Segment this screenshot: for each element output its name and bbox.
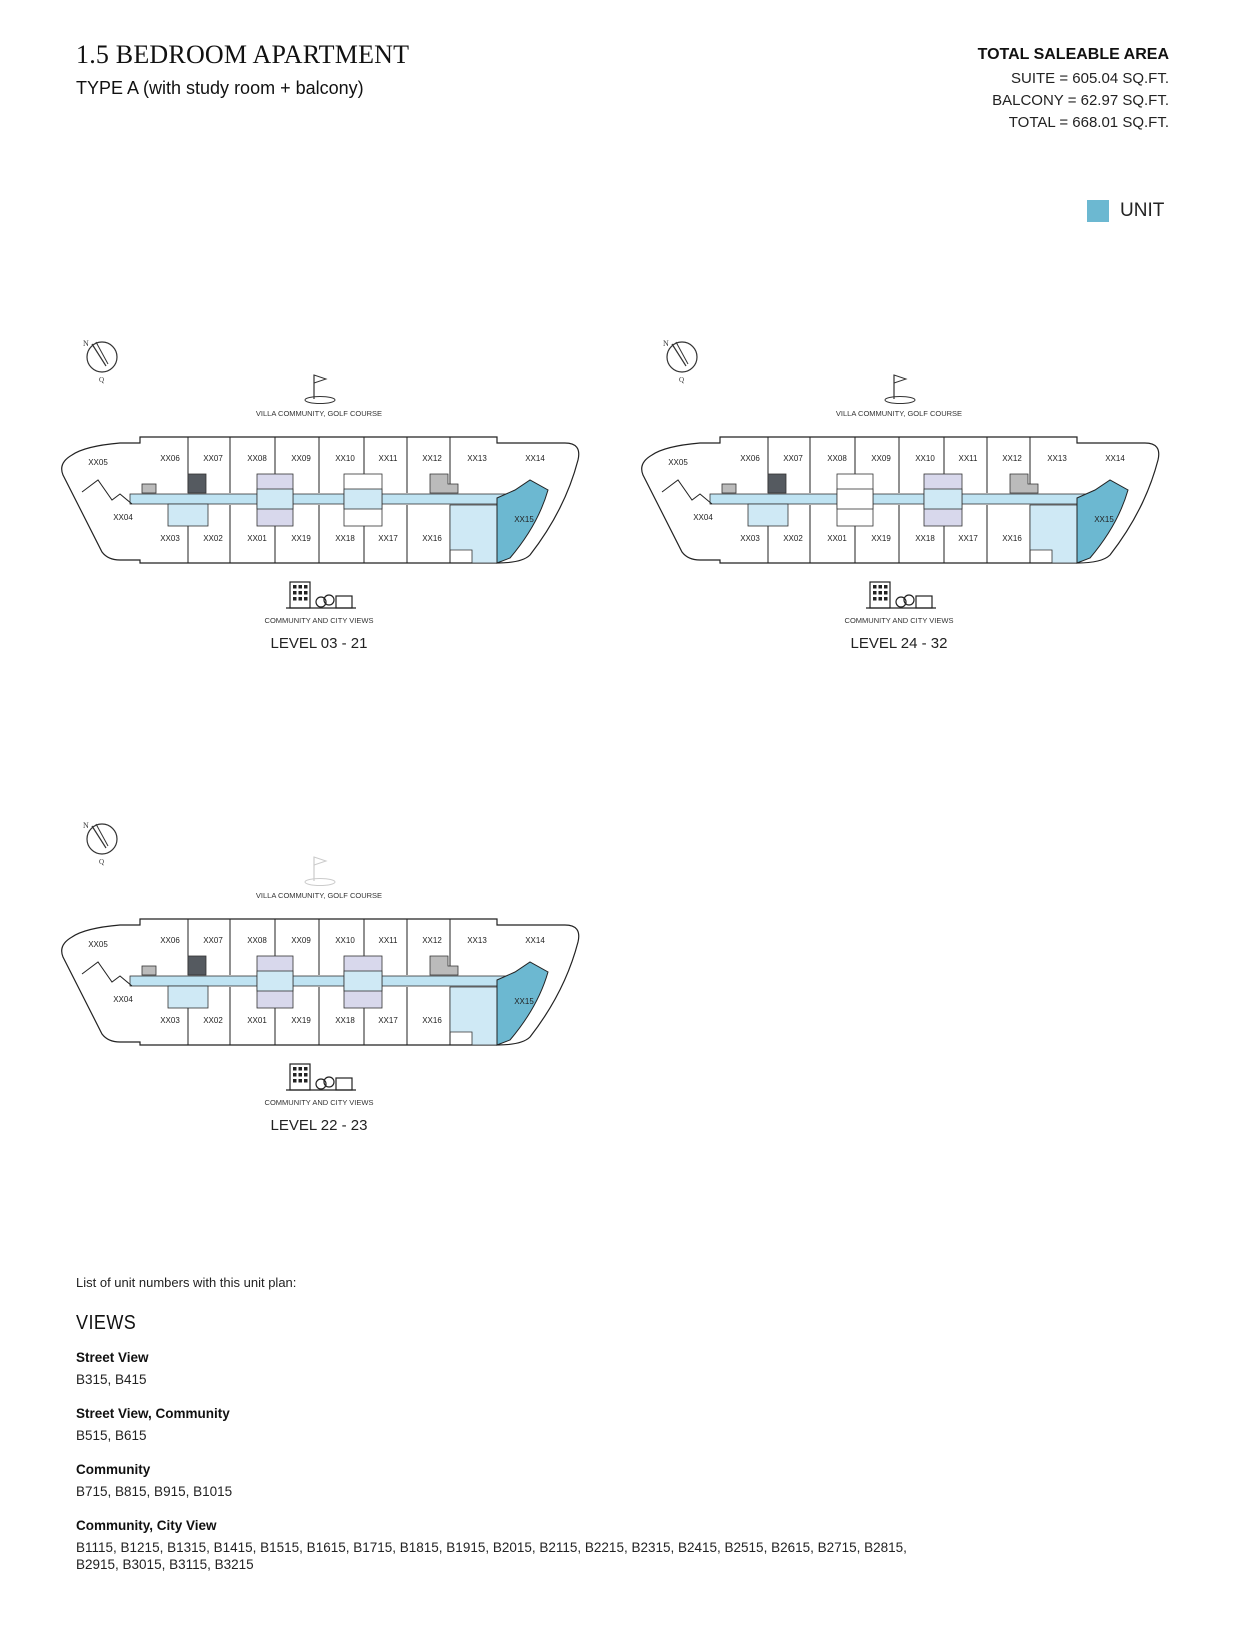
unit-label: XX09	[871, 454, 891, 463]
saleable-area-block	[978, 44, 1169, 134]
floor-plan-level-03-21	[60, 330, 620, 690]
level-label: LEVEL 24 - 32	[850, 635, 948, 652]
view-bottom-label: COMMUNITY AND CITY VIEWS	[844, 616, 954, 625]
unit-label: XX02	[783, 534, 803, 543]
unit-label: XX19	[291, 534, 311, 543]
unit-label: XX01	[827, 534, 847, 543]
legend-swatch	[1087, 200, 1109, 222]
floor-plan-level-22-23	[60, 812, 620, 1172]
unit-label: XX14	[1105, 454, 1125, 463]
view-bottom-label: COMMUNITY AND CITY VIEWS	[264, 1098, 374, 1107]
golf-flag-icon	[305, 375, 335, 404]
unit-label: XX04	[693, 513, 713, 522]
floor-plan-level-24-32	[640, 330, 1200, 690]
unit-label: XX14	[525, 454, 545, 463]
view-category-units: B315, B415	[76, 1372, 147, 1387]
unit-label: XX08	[827, 454, 847, 463]
unit-label: XX05	[88, 940, 108, 949]
unit-label: XX06	[740, 454, 760, 463]
city-buildings-icon	[286, 582, 356, 608]
compass-bottom-label: Q	[679, 376, 685, 384]
unit-label: XX15	[514, 997, 534, 1006]
view-bottom-label: COMMUNITY AND CITY VIEWS	[264, 616, 374, 625]
unit-label: XX03	[160, 534, 180, 543]
unit-label: XX16	[1002, 534, 1022, 543]
page-title: 1.5 BEDROOM APARTMENT	[76, 40, 410, 69]
compass-bottom-label: Q	[99, 376, 105, 384]
unit-label: XX10	[915, 454, 935, 463]
unit-label: XX02	[203, 1016, 223, 1025]
compass-north-label: N	[83, 821, 89, 830]
golf-flag-icon	[885, 375, 915, 404]
building-outline	[642, 437, 1159, 563]
city-buildings-icon	[286, 1064, 356, 1090]
unit-label: XX04	[113, 513, 133, 522]
legend-label: UNIT	[1120, 200, 1165, 221]
unit-label: XX16	[422, 1016, 442, 1025]
unit-list-intro: List of unit numbers with this unit plan:	[76, 1275, 297, 1290]
unit-label: XX09	[291, 936, 311, 945]
unit-label: XX05	[88, 458, 108, 467]
view-category-name: Street View	[76, 1350, 149, 1365]
unit-label: XX15	[1094, 515, 1114, 524]
unit-label: XX06	[160, 454, 180, 463]
unit-label: XX03	[740, 534, 760, 543]
view-category	[76, 1518, 936, 1573]
compass-icon	[663, 339, 697, 384]
city-buildings-icon	[866, 582, 936, 608]
unit-label: XX08	[247, 936, 267, 945]
level-label: LEVEL 03 - 21	[270, 635, 368, 652]
building-outline	[62, 919, 579, 1045]
compass-icon	[83, 821, 117, 866]
unit-label: XX11	[958, 454, 978, 463]
unit-label: XX19	[291, 1016, 311, 1025]
unit-label: XX07	[203, 454, 223, 463]
unit-label: XX14	[525, 936, 545, 945]
page-subtitle: TYPE A (with study room + balcony)	[76, 78, 364, 98]
unit-label: XX12	[422, 454, 442, 463]
building-outline	[62, 437, 579, 563]
views-heading: VIEWS	[76, 1312, 137, 1334]
unit-label: XX01	[247, 534, 267, 543]
view-top-label: VILLA COMMUNITY, GOLF COURSE	[255, 409, 383, 418]
area-heading: TOTAL SALEABLE AREA	[977, 46, 1169, 63]
unit-label: XX17	[378, 1016, 398, 1025]
unit-label: XX11	[378, 454, 398, 463]
floor-plan-drawing	[640, 330, 1200, 690]
area-suite: SUITE = 605.04 SQ.FT.	[1011, 70, 1169, 87]
area-balcony: BALCONY = 62.97 SQ.FT.	[992, 92, 1169, 109]
floor-plan-drawing	[60, 330, 620, 690]
view-top-label: VILLA COMMUNITY, GOLF COURSE	[835, 409, 963, 418]
view-category	[76, 1350, 936, 1388]
unit-label: XX18	[915, 534, 935, 543]
view-category-units: B1115, B1215, B1315, B1415, B1515, B1615, B1715, B1815, B1915, B2015, B2115, B2215, B2315, B2415, B2515, B2615, B2715, B2815, B2915, B3015, B3115, B3215	[76, 1540, 907, 1572]
unit-label: XX12	[422, 936, 442, 945]
unit-label: XX08	[247, 454, 267, 463]
legend	[1087, 200, 1164, 222]
view-category-units: B715, B815, B915, B1015	[76, 1484, 233, 1499]
view-category-name: Community, City View	[76, 1518, 217, 1533]
unit-label: XX19	[871, 534, 891, 543]
unit-label: XX13	[1047, 454, 1067, 463]
compass-north-label: N	[83, 339, 89, 348]
unit-label: XX16	[422, 534, 442, 543]
unit-label: XX13	[467, 936, 487, 945]
compass-bottom-label: Q	[99, 858, 105, 866]
unit-label: XX03	[160, 1016, 180, 1025]
compass-icon	[83, 339, 117, 384]
level-label: LEVEL 22 - 23	[270, 1117, 368, 1134]
unit-label: XX10	[335, 454, 355, 463]
unit-label: XX07	[783, 454, 803, 463]
unit-label: XX13	[467, 454, 487, 463]
unit-label: XX18	[335, 534, 355, 543]
unit-label: XX09	[291, 454, 311, 463]
unit-label: XX18	[335, 1016, 355, 1025]
unit-label: XX04	[113, 995, 133, 1004]
golf-flag-icon	[305, 857, 335, 886]
view-category	[76, 1462, 936, 1500]
unit-label: XX10	[335, 936, 355, 945]
unit-label: XX05	[668, 458, 688, 467]
view-category-name: Street View, Community	[76, 1406, 230, 1421]
view-top-label: VILLA COMMUNITY, GOLF COURSE	[255, 891, 383, 900]
unit-label: XX11	[378, 936, 398, 945]
unit-label: XX07	[203, 936, 223, 945]
unit-label: XX06	[160, 936, 180, 945]
area-total: TOTAL = 668.01 SQ.FT.	[1008, 114, 1169, 131]
unit-label: XX01	[247, 1016, 267, 1025]
unit-label: XX17	[958, 534, 978, 543]
unit-label: XX02	[203, 534, 223, 543]
floor-plan-drawing	[60, 812, 620, 1172]
unit-label: XX12	[1002, 454, 1022, 463]
unit-label: XX17	[378, 534, 398, 543]
compass-north-label: N	[663, 339, 669, 348]
view-category-units: B515, B615	[76, 1428, 147, 1443]
view-category	[76, 1406, 936, 1444]
unit-label: XX15	[514, 515, 534, 524]
view-category-name: Community	[76, 1462, 151, 1477]
